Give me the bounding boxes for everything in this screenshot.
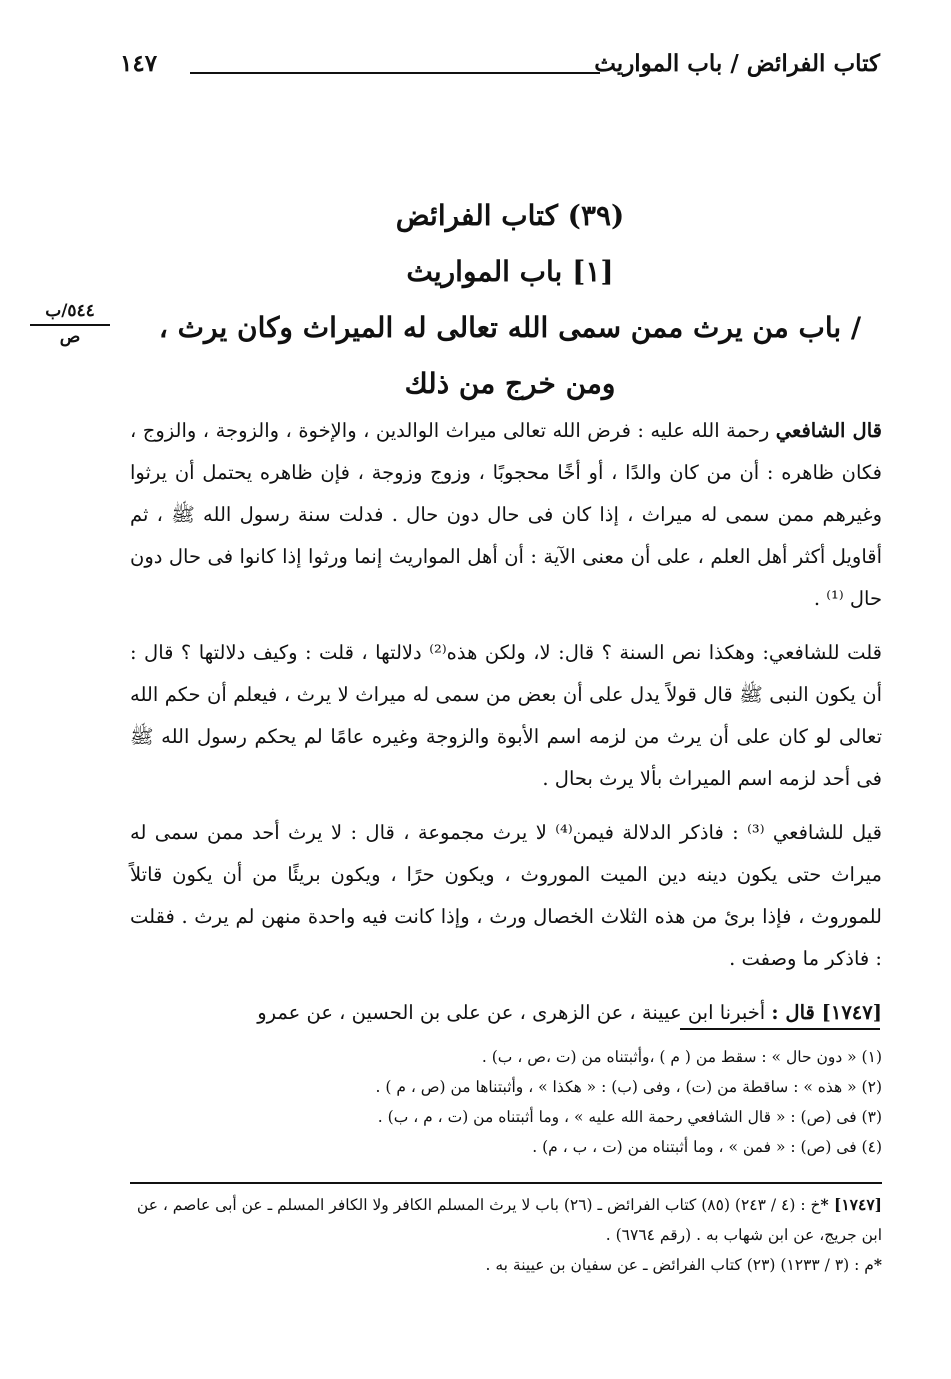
reference-2 (130, 1250, 882, 1280)
hadith-references (130, 1190, 882, 1280)
reference-1-text: خ : (٤ / ٢٤٣) (٨٥) كتاب الفرائض ـ (٢٦) باب لا يرث المسلم الكافر ولا الكافر المسلم ـ عن أبى عاصم ، عن ابن جريج، عن ابن شهاب به . (رقم ٦٧٦٤) . (136, 1196, 882, 1244)
page-number: ١٤٧ (120, 50, 158, 77)
footnote-separator (680, 1028, 880, 1030)
reference-2-tag: * (873, 1255, 882, 1274)
chapter-heading: [١] باب المواريث (406, 255, 614, 288)
reference-1-tag: [١٧٤٧] * (820, 1195, 882, 1214)
footnote-2: (٢) « هذه » : ساقطة من (ت) ، وفى (ب) : « هكذا » ، وأثبتناها من (ص ، م ) . (375, 1078, 882, 1096)
book-heading: (٣٩) كتاب الفرائض (395, 199, 625, 232)
paragraph-2 (130, 632, 882, 800)
paragraph-3-text: قيل للشافعي ⁽³⁾ : فاذكر الدلالة فيمن⁽⁴⁾ لا يرث مجموعة ، قال : لا يرث أحد ممن سمى له ميراث حتى يكون دينه دين الميت الموروث ، ويكون حرًا ، ويكون بريئًا من أن يكون قاتلاً للموروث ، فإذا برئ من هذه الثلاث الخصال ورث ، وإذا كانت فيه واحدة منهن لم يرث . فقلت : فاذكر ما وصفت . (130, 821, 882, 970)
paragraph-2-text: قلت للشافعي: وهكذا نص السنة ؟ قال: لا، ولكن هذه⁽²⁾ دلالتها ، قلت : وكيف دلالتها ؟ قال : أن يكون النبى ﷺ قال قولاً يدل على أن بعض من سمى له ميراث لا يرث ، فيعلم أن حكم الله تعالى لو كان على أن يرث من لزمه اسم الأبوة والزوجة وغيره عامًا لم يحكم رسول الله ﷺ فى أحد لزمه اسم الميراث بألا يرث بحال . (130, 641, 883, 790)
paragraph-1-lead: قال الشافعي (775, 419, 882, 442)
margin-note-folio: ٥٤٤/ب (30, 300, 110, 326)
footnote-3: (٣) فى (ص) : « قال الشافعي رحمة الله عليه » ، وما أثبتناه من (ت ، م ، ب) . (377, 1108, 882, 1126)
footnotes (130, 1042, 882, 1162)
running-header (120, 40, 880, 90)
running-title: كتاب الفرائض / باب المواريث (594, 50, 880, 77)
reference-1 (130, 1190, 882, 1250)
footnote-1: (١) « دون حال » : سقط من ( م ) ،وأثبتناه من (ت ،ص ، ب) . (481, 1048, 882, 1066)
paragraph-3 (130, 812, 882, 980)
footnote-4: (٤) فى (ص) : « فمن » ، وما أثبتناه من (ت ، ب ، م) . (532, 1138, 882, 1156)
section-heading-line-1: / باب من يرث ممن سمى الله تعالى له الميراث وكان يرث ، (158, 311, 862, 344)
paragraph-4-lead: [١٧٤٧] قال : (771, 1001, 882, 1024)
main-text (130, 410, 882, 1046)
margin-manuscript-note (30, 300, 110, 348)
paragraph-1-text: رحمة الله عليه : فرض الله تعالى ميراث الوالدين ، والإخوة ، والزوجة ، والزوج ، فكان ظاهره : أن من كان والدًا ، أو أخًا محجوبًا ، وزوج وزوجة ، فإن ظاهره يحتمل أن يرثوا وغيرهم ممن سمى له ميراث ، إذا كان فى حال دون حال . فدلت سنة رسول الله ﷺ ، ثم أقاويل أكثر أهل العلم ، على أن معنى الآية : أن أهل المواريث إنما ورثوا إذا كانوا فى حال دون حال ⁽¹⁾ . (130, 419, 882, 610)
references-separator (130, 1182, 882, 1184)
section-heading-line-2: ومن خرج من ذلك (404, 367, 616, 400)
margin-note-siglum: ص (59, 327, 81, 347)
paragraph-4-text: أخبرنا ابن عيينة ، عن الزهرى ، عن على بن الحسين ، عن عمرو (257, 1001, 772, 1024)
reference-2-text: م : (٣ / ١٢٣٣) (٢٣) كتاب الفرائض ـ عن سفيان بن عيينة به . (485, 1256, 874, 1274)
paragraph-1 (130, 410, 882, 620)
header-rule (190, 72, 600, 74)
headings-block (130, 188, 890, 412)
